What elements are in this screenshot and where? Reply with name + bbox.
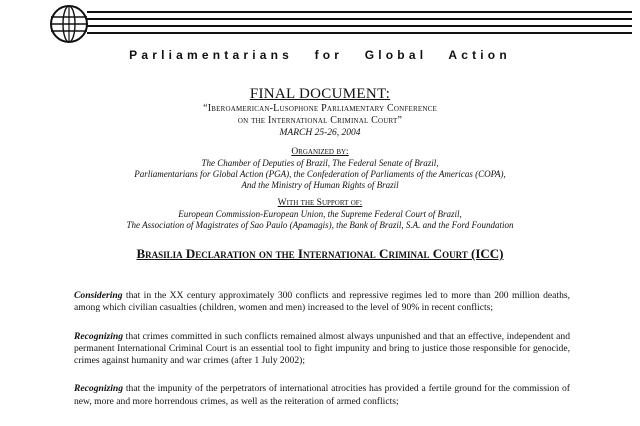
preamble-paragraph <box>74 331 570 368</box>
header-rule <box>87 18 632 20</box>
conference-date: MARCH 25-26, 2004 <box>279 128 361 138</box>
organizer-line: Parliamentarians for Global Action (PGA), the Confederation of Parliaments of the Americas (COPA), <box>134 169 506 179</box>
organizer-line: And the Ministry of Human Rights of Brazil <box>241 180 399 190</box>
organizer-line: The Chamber of Deputies of Brazil, The Federal Senate of Brazil, <box>201 158 439 168</box>
paragraph-text: that crimes committed in such conflicts remained almost always unpunished and that an effective, independent and permanent International Criminal Court is an essential tool to fight impunity and bring to justice those responsible for genocide, crimes against humanity and war crimes (after 1 July 2002); <box>74 330 570 367</box>
paragraph-lead: Recognizing <box>74 383 124 395</box>
paragraph-text: that the impunity of the perpetrators of international atrocities has provided a fertile ground for the commission of new, more and more horrendous crimes, as well as the reiteration of armed conflicts; <box>74 383 570 407</box>
organized-by-heading: Organized by: <box>291 147 349 157</box>
supporter-line: The Association of Magistrates of Sao Paulo (Apamagis), the Bank of Brazil, S.A. and the Ford Foundation <box>126 220 514 230</box>
header-rule <box>87 11 632 13</box>
declaration-title: Brasilia Declaration on the International Criminal Court (ICC) <box>136 246 504 261</box>
paragraph-lead: Recognizing <box>74 330 124 342</box>
preamble-paragraph <box>74 383 570 408</box>
organization-name: Parliamentarians for Global Action <box>129 48 511 62</box>
header-rule <box>87 25 632 27</box>
support-heading: With the Support of: <box>277 198 363 208</box>
preamble-paragraph <box>74 290 570 315</box>
conference-title-line: “Iberoamerican-Lusophone Parliamentary Conference <box>203 103 437 114</box>
paragraph-text: that in the XX century approximately 300 conflicts and repressive regimes led to more than 200 million deaths, among which civilian casualties (children, women and men) increased to the level of 90% in recent conflicts; <box>74 290 570 314</box>
supporter-line: European Commission-European Union, the Supreme Federal Court of Brazil, <box>178 209 462 219</box>
document-header <box>0 86 640 262</box>
paragraph-lead: Considering <box>74 290 123 301</box>
conference-title-line: on the International Criminal Court” <box>237 115 403 126</box>
document-title: FINAL DOCUMENT: <box>249 86 391 102</box>
declaration-body <box>74 290 570 424</box>
globe-icon <box>49 4 89 44</box>
header-rule <box>87 32 632 34</box>
